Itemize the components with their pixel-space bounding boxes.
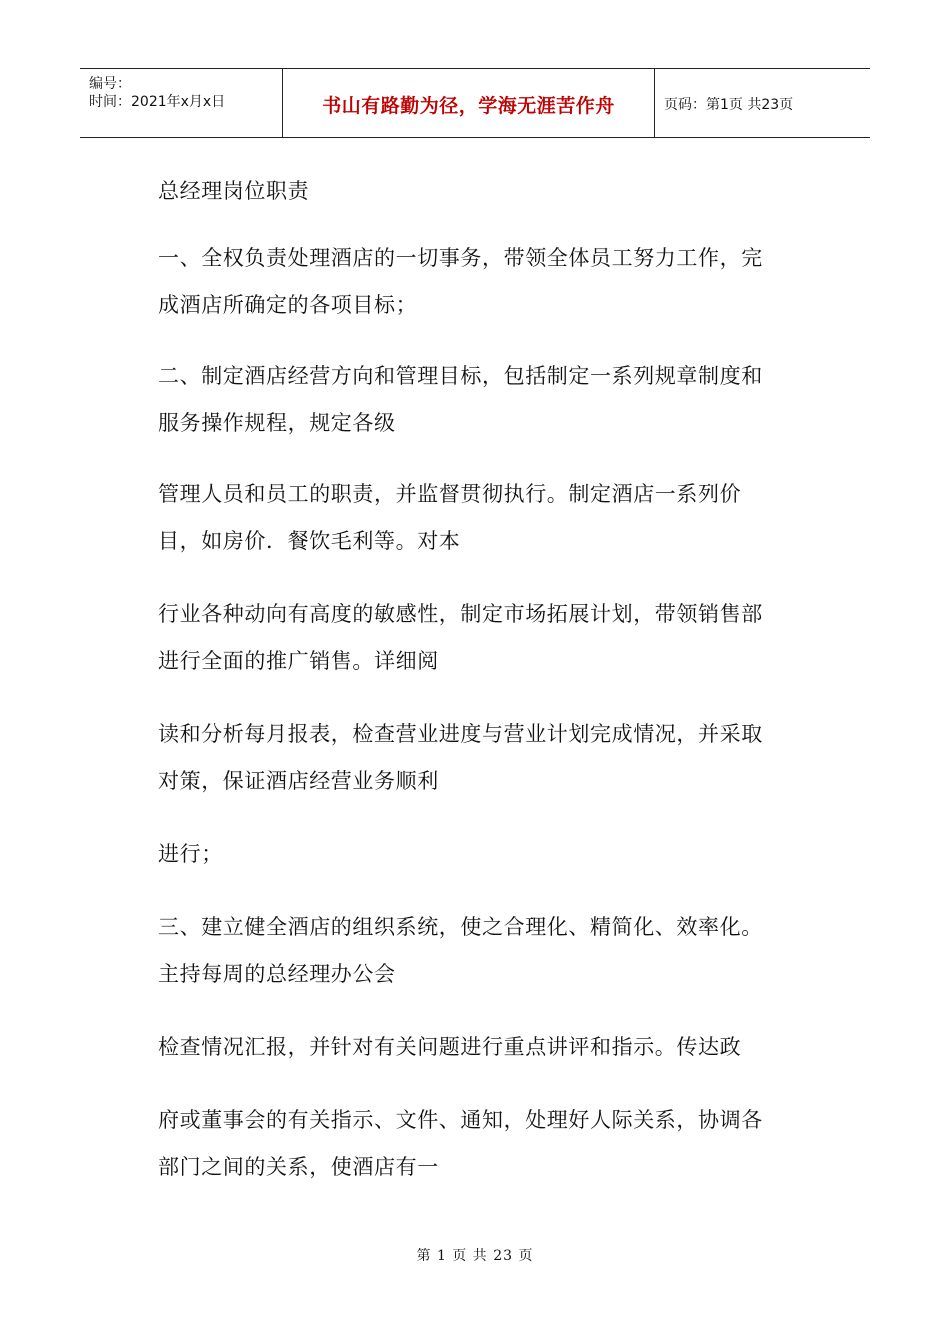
document-line: 部门之间的关系，使酒店有一 (158, 1155, 439, 1179)
document-body (158, 168, 798, 1191)
document-line: 三、建立健全酒店的组织系统，使之合理化、精简化、效率化。 (158, 915, 763, 939)
document-line: 服务操作规程，规定各级 (158, 411, 396, 435)
date-label: 时间：2021年x月x日 (89, 94, 226, 110)
header-motto-cell (283, 69, 655, 137)
document-title: 总经理岗位职责 (158, 179, 310, 203)
document-line: 进行全面的推广销售。详细阅 (158, 649, 439, 673)
document-line: 行业各种动向有高度的敏感性，制定市场拓展计划，带领销售部 (158, 602, 763, 626)
document-line: 一、全权负责处理酒店的一切事务，带领全体员工努力工作，完 (158, 246, 763, 270)
motto-text: 书山有路勤为径，学海无涯苦作舟 (322, 95, 615, 117)
document-line: 检查情况汇报，并针对有关问题进行重点讲评和指示。传达政 (158, 1035, 742, 1059)
document-line: 主持每周的总经理办公会 (158, 962, 396, 986)
serial-number-label: 编号： (89, 76, 131, 92)
document-line: 对策，保证酒店经营业务顺利 (158, 769, 439, 793)
document-line: 府或董事会的有关指示、文件、通知，处理好人际关系，协调各 (158, 1108, 763, 1132)
header-meta-cell (80, 69, 283, 137)
document-line: 二、制定酒店经营方向和管理目标，包括制定一系列规章制度和 (158, 364, 763, 388)
document-line: 读和分析每月报表，检查营业进度与营业计划完成情况，并采取 (158, 722, 763, 746)
document-line: 管理人员和员工的职责，并监督贯彻执行。制定酒店一系列价 (158, 482, 742, 506)
header-page-cell (655, 69, 870, 137)
page-info-label: 页码：第1页 共23页 (664, 97, 794, 113)
document-line: 进行； (158, 842, 223, 866)
document-line: 成酒店所确定的各项目标； (158, 293, 418, 317)
page-footer: 第 1 页 共 23 页 (416, 1248, 534, 1264)
document-header (80, 68, 870, 138)
document-line: 目，如房价．餐饮毛利等。对本 (158, 529, 461, 553)
document-lines (158, 235, 798, 1191)
